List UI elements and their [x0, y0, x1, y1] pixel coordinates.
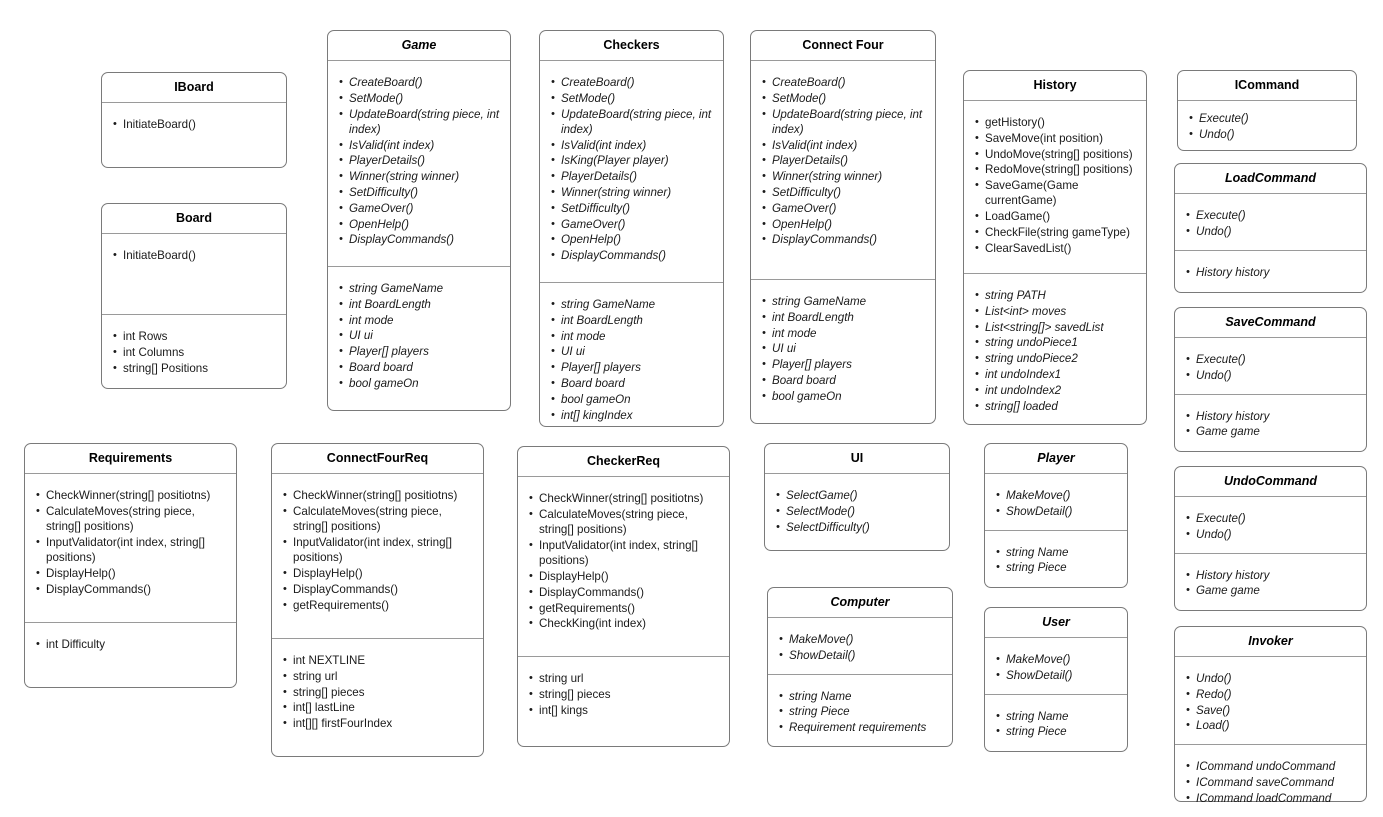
class-member: • OpenHelp()	[338, 217, 500, 232]
methods-compartment-computer	[768, 618, 952, 674]
attribute-list-connect-four-req	[282, 653, 473, 731]
class-member: • GameOver()	[550, 217, 713, 232]
class-member: • SetDifficulty()	[550, 201, 713, 216]
class-title-game: Game	[328, 31, 510, 61]
class-member: • int[] kingIndex	[550, 408, 713, 423]
method-list-iboard	[112, 117, 276, 132]
class-box-player[interactable]	[984, 443, 1128, 588]
attribute-list-checkers	[550, 297, 713, 423]
class-member: • Undo()	[1185, 224, 1356, 239]
method-list-checkers	[550, 75, 713, 264]
attribute-list-player	[995, 545, 1117, 576]
class-member: • Board board	[338, 360, 500, 375]
class-member: • string url	[282, 669, 473, 684]
class-member: • History history	[1185, 568, 1356, 583]
methods-compartment-connect-four	[751, 61, 935, 279]
attribute-list-requirements	[35, 637, 226, 652]
class-member: • SaveGame(Game currentGame)	[974, 178, 1136, 209]
class-member: • Board board	[761, 373, 925, 388]
class-member: • int Columns	[112, 345, 276, 360]
methods-compartment-board	[102, 234, 286, 314]
class-member: • Winner(string winner)	[761, 169, 925, 184]
methods-compartment-iboard	[102, 103, 286, 167]
method-list-ui	[775, 488, 939, 535]
class-member: • string GameName	[338, 281, 500, 296]
method-list-checker-req	[528, 491, 719, 632]
methods-compartment-save-command	[1175, 338, 1366, 394]
class-title-connect-four-req: ConnectFourReq	[272, 444, 483, 474]
class-member: • IsValid(int index)	[338, 138, 500, 153]
attributes-compartment-player	[985, 530, 1127, 587]
class-member: • int[] kings	[528, 703, 719, 718]
class-title-undo-command: UndoCommand	[1175, 467, 1366, 497]
class-member: • List<int> moves	[974, 304, 1136, 319]
class-box-history[interactable]	[963, 70, 1147, 425]
class-member: • DisplayCommands()	[35, 582, 226, 597]
class-member: • UpdateBoard(string piece, int index)	[550, 107, 713, 138]
class-member: • string PATH	[974, 288, 1136, 303]
class-member: • UpdateBoard(string piece, int index)	[338, 107, 500, 138]
attributes-compartment-user	[985, 694, 1127, 751]
class-title-connect-four: Connect Four	[751, 31, 935, 61]
class-member: • SetMode()	[761, 91, 925, 106]
class-member: • Player[] players	[761, 357, 925, 372]
class-member: • UndoMove(string[] positions)	[974, 147, 1136, 162]
class-member: • int BoardLength	[550, 313, 713, 328]
class-member: • InitiateBoard()	[112, 117, 276, 132]
class-member: • ICommand saveCommand	[1185, 775, 1356, 790]
class-box-computer[interactable]	[767, 587, 953, 747]
class-member: • getRequirements()	[282, 598, 473, 613]
class-member: • CheckWinner(string[] positiotns)	[35, 488, 226, 503]
class-member: • ClearSavedList()	[974, 241, 1136, 256]
class-member: • InputValidator(int index, string[] positions)	[528, 538, 719, 569]
attributes-compartment-computer	[768, 674, 952, 746]
methods-compartment-game	[328, 61, 510, 266]
attribute-list-checker-req	[528, 671, 719, 718]
class-member: • IsKing(Player player)	[550, 153, 713, 168]
method-list-connect-four	[761, 75, 925, 248]
class-member: • bool gameOn	[761, 389, 925, 404]
class-member: • PlayerDetails()	[550, 169, 713, 184]
class-title-user: User	[985, 608, 1127, 638]
class-box-user[interactable]	[984, 607, 1128, 752]
attributes-compartment-load-command	[1175, 250, 1366, 292]
class-member: • Execute()	[1185, 208, 1356, 223]
class-member: • Load()	[1185, 718, 1356, 733]
class-title-computer: Computer	[768, 588, 952, 618]
class-box-checkers[interactable]	[539, 30, 724, 427]
class-member: • string Piece	[995, 560, 1117, 575]
attribute-list-user	[995, 709, 1117, 740]
class-member: • CalculateMoves(string piece, string[] positions)	[282, 504, 473, 535]
class-member: • SetDifficulty()	[761, 185, 925, 200]
class-title-invoker: Invoker	[1175, 627, 1366, 657]
class-member: • Game game	[1185, 583, 1356, 598]
class-box-requirements[interactable]	[24, 443, 237, 688]
method-list-load-command	[1185, 208, 1356, 239]
class-member: • OpenHelp()	[761, 217, 925, 232]
class-member: • SaveMove(int position)	[974, 131, 1136, 146]
class-member: • CalculateMoves(string piece, string[] positions)	[35, 504, 226, 535]
methods-compartment-icommand	[1178, 101, 1356, 153]
class-member: • string Name	[778, 689, 942, 704]
method-list-icommand	[1188, 111, 1346, 142]
class-box-icommand[interactable]	[1177, 70, 1357, 151]
class-member: • int BoardLength	[338, 297, 500, 312]
class-member: • GameOver()	[761, 201, 925, 216]
class-member: • InputValidator(int index, string[] positions)	[282, 535, 473, 566]
class-member: • UI ui	[550, 344, 713, 359]
class-member: • DisplayCommands()	[761, 232, 925, 247]
class-member: • PlayerDetails()	[338, 153, 500, 168]
class-box-iboard[interactable]	[101, 72, 287, 168]
attribute-list-load-command	[1185, 265, 1356, 280]
class-title-iboard: IBoard	[102, 73, 286, 103]
methods-compartment-user	[985, 638, 1127, 694]
class-title-requirements: Requirements	[25, 444, 236, 474]
class-member: • DisplayHelp()	[35, 566, 226, 581]
class-member: • Save()	[1185, 703, 1356, 718]
class-member: • Undo()	[1185, 527, 1356, 542]
attributes-compartment-checkers	[540, 282, 723, 433]
class-member: • InputValidator(int index, string[] positions)	[35, 535, 226, 566]
class-member: • List<string[]> savedList	[974, 320, 1136, 335]
methods-compartment-load-command	[1175, 194, 1366, 250]
attributes-compartment-connect-four	[751, 279, 935, 423]
class-member: • string undoPiece1	[974, 335, 1136, 350]
class-box-connect-four[interactable]	[750, 30, 936, 424]
methods-compartment-checkers	[540, 61, 723, 282]
class-title-load-command: LoadCommand	[1175, 164, 1366, 194]
class-member: • string[] Positions	[112, 361, 276, 376]
method-list-undo-command	[1185, 511, 1356, 542]
class-member: • DisplayCommands()	[282, 582, 473, 597]
attribute-list-history	[974, 288, 1136, 414]
attributes-compartment-connect-four-req	[272, 638, 483, 756]
class-member: • CreateBoard()	[761, 75, 925, 90]
class-member: • DisplayHelp()	[528, 569, 719, 584]
attributes-compartment-game	[328, 266, 510, 410]
attribute-list-save-command	[1185, 409, 1356, 440]
class-member: • CreateBoard()	[338, 75, 500, 90]
class-title-ui: UI	[765, 444, 949, 474]
attributes-compartment-save-command	[1175, 394, 1366, 451]
attributes-compartment-checker-req	[518, 656, 729, 746]
class-member: • string Piece	[778, 704, 942, 719]
class-member: • Execute()	[1185, 511, 1356, 526]
methods-compartment-invoker	[1175, 657, 1366, 744]
attribute-list-undo-command	[1185, 568, 1356, 599]
class-member: • UI ui	[338, 328, 500, 343]
class-box-ui[interactable]	[764, 443, 950, 551]
class-member: • IsValid(int index)	[550, 138, 713, 153]
class-member: • SelectDifficulty()	[775, 520, 939, 535]
methods-compartment-checker-req	[518, 477, 729, 656]
class-member: • int[][] firstFourIndex	[282, 716, 473, 731]
class-box-invoker[interactable]	[1174, 626, 1367, 805]
class-box-undo-command[interactable]	[1174, 466, 1367, 611]
class-member: • int Rows	[112, 329, 276, 344]
methods-compartment-history	[964, 101, 1146, 273]
class-member: • History history	[1185, 265, 1356, 280]
method-list-history	[974, 115, 1136, 256]
class-member: • InitiateBoard()	[112, 248, 276, 263]
class-member: • string undoPiece2	[974, 351, 1136, 366]
class-member: • GameOver()	[338, 201, 500, 216]
class-member: • CreateBoard()	[550, 75, 713, 90]
class-member: • int undoIndex2	[974, 383, 1136, 398]
class-member: • MakeMove()	[995, 652, 1117, 667]
class-member: • Board board	[550, 376, 713, 391]
class-member: • string[] loaded	[974, 399, 1136, 414]
class-member: • SelectMode()	[775, 504, 939, 519]
class-member: • int[] lastLine	[282, 700, 473, 715]
method-list-connect-four-req	[282, 488, 473, 613]
class-member: • Execute()	[1185, 352, 1356, 367]
class-box-checker-req[interactable]	[517, 446, 730, 747]
class-member: • Requirement requirements	[778, 720, 942, 735]
methods-compartment-connect-four-req	[272, 474, 483, 638]
method-list-game	[338, 75, 500, 248]
class-member: • CheckWinner(string[] positiotns)	[282, 488, 473, 503]
class-member: • UI ui	[761, 341, 925, 356]
attribute-list-invoker	[1185, 759, 1356, 806]
class-member: • int undoIndex1	[974, 367, 1136, 382]
class-member: • Winner(string winner)	[338, 169, 500, 184]
class-box-save-command[interactable]	[1174, 307, 1367, 452]
class-box-load-command[interactable]	[1174, 163, 1367, 293]
class-member: • int Difficulty	[35, 637, 226, 652]
class-title-checkers: Checkers	[540, 31, 723, 61]
class-member: • string[] pieces	[528, 687, 719, 702]
class-member: • ShowDetail()	[995, 668, 1117, 683]
class-member: • ICommand loadCommand	[1185, 791, 1356, 806]
class-member: • CheckFile(string gameType)	[974, 225, 1136, 240]
attribute-list-connect-four	[761, 294, 925, 404]
class-member: • DisplayHelp()	[282, 566, 473, 581]
class-member: • getHistory()	[974, 115, 1136, 130]
class-member: • int mode	[761, 326, 925, 341]
class-box-game[interactable]	[327, 30, 511, 411]
class-title-checker-req: CheckerReq	[518, 447, 729, 477]
class-member: • SetMode()	[338, 91, 500, 106]
method-list-requirements	[35, 488, 226, 597]
class-member: • MakeMove()	[995, 488, 1117, 503]
class-member: • Undo()	[1188, 127, 1346, 142]
class-member: • ShowDetail()	[778, 648, 942, 663]
class-member: • MakeMove()	[778, 632, 942, 647]
attribute-list-game	[338, 281, 500, 391]
method-list-save-command	[1185, 352, 1356, 383]
attributes-compartment-undo-command	[1175, 553, 1366, 610]
class-member: • Player[] players	[550, 360, 713, 375]
class-member: • string Name	[995, 709, 1117, 724]
class-member: • DisplayCommands()	[338, 232, 500, 247]
methods-compartment-player	[985, 474, 1127, 530]
class-member: • RedoMove(string[] positions)	[974, 162, 1136, 177]
class-member: • PlayerDetails()	[761, 153, 925, 168]
class-member: • Undo()	[1185, 671, 1356, 686]
class-member: • SetDifficulty()	[338, 185, 500, 200]
class-member: • Game game	[1185, 424, 1356, 439]
class-member: • UpdateBoard(string piece, int index)	[761, 107, 925, 138]
class-title-history: History	[964, 71, 1146, 101]
class-member: • int mode	[338, 313, 500, 328]
class-title-player: Player	[985, 444, 1127, 474]
attributes-compartment-board	[102, 314, 286, 388]
method-list-computer	[778, 632, 942, 663]
class-title-save-command: SaveCommand	[1175, 308, 1366, 338]
class-member: • SelectGame()	[775, 488, 939, 503]
class-member: • Redo()	[1185, 687, 1356, 702]
class-title-board: Board	[102, 204, 286, 234]
class-box-connect-four-req[interactable]	[271, 443, 484, 757]
class-member: • string url	[528, 671, 719, 686]
class-member: • int NEXTLINE	[282, 653, 473, 668]
method-list-board	[112, 248, 276, 263]
class-member: • int mode	[550, 329, 713, 344]
method-list-user	[995, 652, 1117, 683]
class-member: • getRequirements()	[528, 601, 719, 616]
methods-compartment-undo-command	[1175, 497, 1366, 553]
class-member: • bool gameOn	[550, 392, 713, 407]
methods-compartment-requirements	[25, 474, 236, 622]
class-member: • bool gameOn	[338, 376, 500, 391]
attributes-compartment-invoker	[1175, 744, 1366, 816]
attribute-list-computer	[778, 689, 942, 736]
class-member: • DisplayCommands()	[528, 585, 719, 600]
class-member: • ICommand undoCommand	[1185, 759, 1356, 774]
class-title-icommand: ICommand	[1178, 71, 1356, 101]
attribute-list-board	[112, 329, 276, 376]
method-list-player	[995, 488, 1117, 519]
class-member: • string[] pieces	[282, 685, 473, 700]
class-member: • string Name	[995, 545, 1117, 560]
class-member: • int BoardLength	[761, 310, 925, 325]
class-member: • string Piece	[995, 724, 1117, 739]
class-member: • OpenHelp()	[550, 232, 713, 247]
class-member: • CalculateMoves(string piece, string[] positions)	[528, 507, 719, 538]
class-member: • IsValid(int index)	[761, 138, 925, 153]
methods-compartment-ui	[765, 474, 949, 550]
class-member: • Winner(string winner)	[550, 185, 713, 200]
class-member: • string GameName	[550, 297, 713, 312]
class-member: • CheckKing(int index)	[528, 616, 719, 631]
class-member: • Undo()	[1185, 368, 1356, 383]
class-member: • Execute()	[1188, 111, 1346, 126]
class-member: • CheckWinner(string[] positiotns)	[528, 491, 719, 506]
class-member: • Player[] players	[338, 344, 500, 359]
attributes-compartment-history	[964, 273, 1146, 424]
class-member: • DisplayCommands()	[550, 248, 713, 263]
method-list-invoker	[1185, 671, 1356, 734]
class-member: • SetMode()	[550, 91, 713, 106]
class-member: • ShowDetail()	[995, 504, 1117, 519]
class-member: • string GameName	[761, 294, 925, 309]
attributes-compartment-requirements	[25, 622, 236, 687]
class-member: • History history	[1185, 409, 1356, 424]
class-box-board[interactable]	[101, 203, 287, 389]
class-member: • LoadGame()	[974, 209, 1136, 224]
